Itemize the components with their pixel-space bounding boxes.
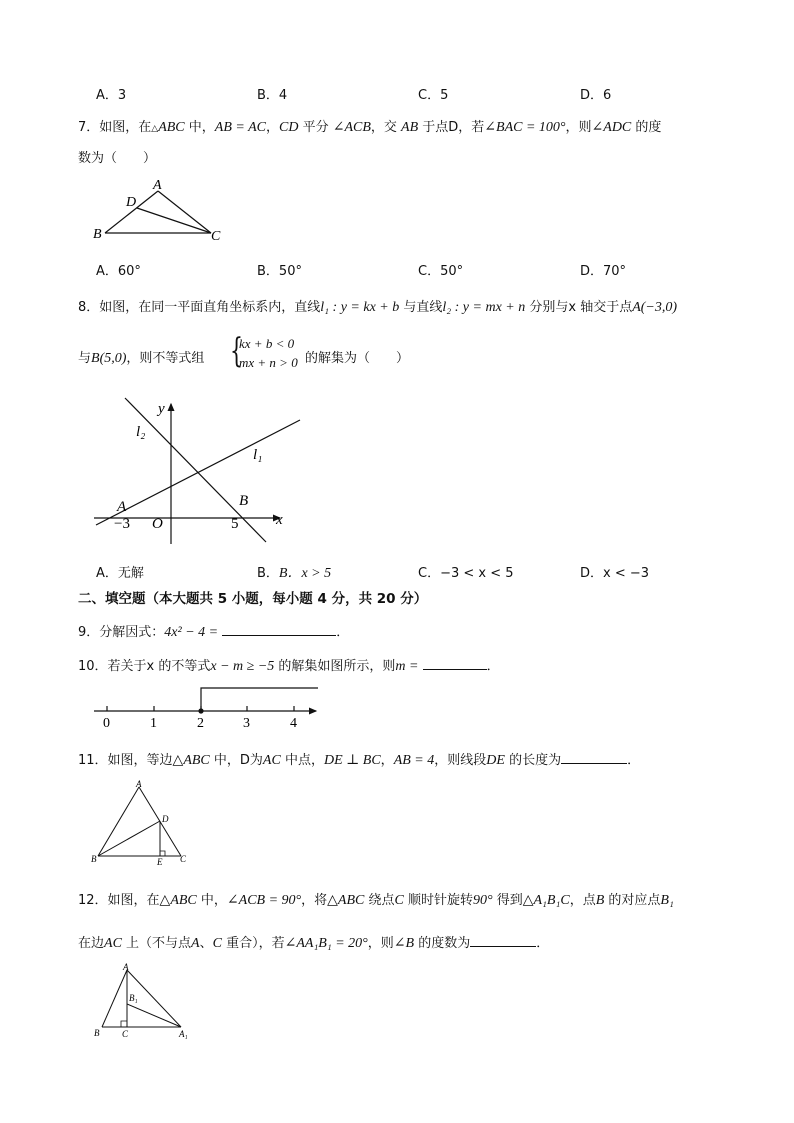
triangle-symbol: △ (151, 124, 159, 134)
q11-text: 中点， (280, 753, 324, 768)
q9-stem (78, 621, 349, 641)
q11-ab-length: AB = 4 (393, 753, 435, 768)
q10-text: 10．若关于x 的不等式 (78, 659, 211, 674)
q12-text: 中， (196, 893, 227, 908)
q11-label-b: B (91, 854, 97, 864)
q10-tick-label-2: 2 (197, 716, 204, 730)
q8-option-b: B．B．x > 5 (257, 566, 332, 581)
q6-option-d: D．6 (580, 88, 612, 103)
q11-de: DE (486, 753, 505, 768)
q12-degrees: 90° (472, 893, 493, 908)
q7-line-ac (158, 191, 211, 233)
q12-point-c: C (212, 936, 222, 951)
q6-option-a: A．3 (96, 88, 127, 103)
q12-answer-blank[interactable] (470, 934, 536, 947)
q10-tick-label-1: 1 (150, 716, 157, 730)
q12-label-b: B (94, 1028, 100, 1038)
q7-line-dc (137, 208, 211, 233)
q7-label-b: B (93, 227, 102, 242)
q8-text: 与直线 (399, 300, 443, 315)
q10-solution-ray (201, 688, 318, 711)
q12-angle-b: ∠B (393, 936, 415, 951)
q12-label-b1: B₁ (129, 993, 138, 1003)
q9-end: ． (336, 625, 350, 640)
q7-option-d: D．70° (580, 264, 627, 279)
q11-stem (78, 749, 640, 769)
q7-stem-line2: 数为（ ） (78, 151, 157, 166)
q12-right-angle-mark (121, 1021, 127, 1027)
q7-triangle-abc: ABC (158, 120, 185, 135)
q12-angle-acb: ∠ACB = 90° (226, 893, 302, 908)
q8-figure (88, 390, 308, 550)
q12-text: 绕点 (364, 893, 395, 908)
q11-label-e: E (157, 857, 163, 867)
q10-m: m = (395, 659, 419, 674)
q12-text: 的度数为 (414, 936, 471, 951)
brace-symbol: { (230, 331, 243, 371)
q7-angle-adc: ∠ADC (591, 120, 632, 135)
q10-inequality: x − m ≥ −5 (210, 659, 275, 674)
q12-text: 的对应点 (604, 893, 661, 908)
q11-triangle: △ABC (172, 753, 210, 768)
q8-label-x: x (276, 512, 283, 528)
q8-line-l2-def: l₂ : y = mx + n (442, 300, 526, 315)
q12-text: 12．如图，在 (78, 893, 160, 908)
q8-label-5: 5 (231, 516, 239, 532)
q7-text: 7．如图，在 (78, 120, 152, 135)
q7-figure (90, 175, 230, 245)
q11-label-a: A (136, 779, 142, 789)
q7-text: ，则 (565, 120, 592, 135)
q12-line-b1a1 (127, 1004, 181, 1027)
q7-text: 平分 (298, 120, 333, 135)
q8-line-l2 (125, 398, 266, 542)
q8-stem-line2-b: 的解集为（ ） (305, 351, 410, 366)
q7-text: ， (265, 120, 279, 135)
q12-figure (88, 960, 198, 1042)
q12-angle-aa1b1: ∠AA₁B₁ = 20° (284, 936, 368, 951)
q8-ineq-1: kx + b < 0 (239, 336, 295, 351)
q12-text: 、 (199, 936, 213, 951)
q8-label-b: B (239, 493, 249, 509)
q10-tick-label-0: 0 (103, 716, 110, 730)
q6-option-c: C．5 (418, 88, 449, 103)
q10-stem (78, 655, 500, 675)
q10-end: ． (486, 659, 500, 674)
q7-label-d: D (126, 195, 137, 210)
q8-option-d: D．x < −3 (580, 566, 650, 581)
q12-text: 重合），若 (221, 936, 285, 951)
q8-label-a: A (117, 499, 127, 515)
q7-ab-eq-ac: AB = AC (214, 120, 266, 135)
q9-answer-blank[interactable] (222, 623, 336, 636)
q8-stem-line1 (78, 296, 677, 316)
q12-point-b1: B₁ (660, 893, 674, 908)
q11-label-d: D (162, 814, 169, 824)
q8-label-l1: l₁ (253, 447, 263, 463)
q9-text: 9．分解因式： (78, 625, 165, 640)
q8-ineq-2: mx + n > 0 (239, 355, 298, 370)
q11-text: 中，D为 (209, 753, 263, 768)
q10-text: 的解集如图所示，则 (274, 659, 396, 674)
q12-label-a1: A₁ (179, 1029, 188, 1039)
q8-label-y: y (158, 401, 165, 417)
q10-tick-label-4: 4 (290, 716, 297, 730)
q12-text: ，则 (367, 936, 394, 951)
q8-text: 与 (78, 351, 92, 366)
q12-label-c: C (122, 1029, 129, 1039)
q11-ac: AC (262, 753, 281, 768)
q12-end: ． (536, 936, 550, 951)
q8-point-b: B(5,0) (91, 351, 127, 366)
q12-point-b: B (595, 893, 605, 908)
q7-text: 中， (184, 120, 215, 135)
q12-text: ，将 (301, 893, 328, 908)
q6-option-b: B．4 (257, 88, 288, 103)
q11-label-c: C (180, 854, 187, 864)
q11-line-bd (98, 821, 160, 856)
q8-point-a: A(−3,0) (632, 300, 678, 315)
q7-ab: AB (401, 120, 419, 135)
q12-text: 上（不与点 (121, 936, 192, 951)
q12-stem-line1 (78, 889, 674, 909)
q12-line-ba (102, 970, 127, 1027)
q10-solid-point (198, 708, 203, 713)
q7-cd: CD (279, 120, 299, 135)
q12-text: 顺时针旋转 (403, 893, 473, 908)
q8-stem-line2-a (78, 347, 204, 367)
q11-figure (88, 778, 198, 868)
q7-angle-acb: ∠ACB (332, 120, 371, 135)
q7-text: 的度 (631, 120, 662, 135)
q12-point-c: C (394, 893, 404, 908)
q7-option-a: A．60° (96, 264, 141, 279)
q8-line-l1-def: l₁ : y = kx + b (320, 300, 400, 315)
q12-triangle: △ABC (327, 893, 365, 908)
q7-stem-line1 (78, 116, 661, 136)
q12-text: 在边 (78, 936, 105, 951)
q12-ac: AC (104, 936, 122, 951)
q8-label-l2: l₂ (136, 424, 146, 440)
q12-label-a: A (123, 962, 129, 972)
q8-text: 8．如图，在同一平面直角坐标系内，直线 (78, 300, 321, 315)
q11-end: ． (627, 753, 641, 768)
q8-option-b-expr: B．x > 5 (278, 566, 332, 581)
q8-label-origin: O (152, 516, 163, 532)
q9-expression: 4x² − 4 = (164, 625, 219, 640)
q11-right-angle-mark (160, 851, 165, 856)
q7-text: ，交 (370, 120, 402, 135)
q11-text: 的长度为 (504, 753, 562, 768)
q8-inequality-system (230, 331, 310, 374)
q12-point-a: A (191, 936, 200, 951)
q11-line-ba (98, 787, 139, 856)
q8-label-neg3: −3 (114, 516, 130, 532)
q10-number-line (90, 680, 325, 730)
q11-text: ，则线段 (434, 753, 487, 768)
q12-text: ，点 (569, 893, 596, 908)
q11-answer-blank[interactable] (561, 751, 627, 764)
q12-stem-line2 (78, 932, 549, 952)
q7-option-c: C．50° (418, 264, 464, 279)
q7-label-c: C (211, 229, 221, 244)
q11-text: 11．如图，等边 (78, 753, 173, 768)
q8-option-c: C．−3 < x < 5 (418, 566, 514, 581)
section-heading-fill-in: 二、填空题（本大题共 5 小题，每小题 4 分，共 20 分） (78, 591, 428, 607)
q7-option-b: B．50° (257, 264, 302, 279)
q12-text: 得到 (492, 893, 523, 908)
q7-text: 于点D，若 (418, 120, 485, 135)
q12-triangle: △ABC (159, 893, 197, 908)
q8-text: 分别与x 轴交于点 (525, 300, 633, 315)
q11-text: ， (380, 753, 394, 768)
q10-answer-blank[interactable] (423, 657, 487, 670)
q8-text: ，则不等式组 (126, 351, 205, 366)
q11-perp: DE ⊥ BC (323, 753, 381, 768)
q8-option-a: A．无解 (96, 566, 144, 581)
q7-label-a: A (153, 178, 162, 193)
q12-triangle-rotated: △A₁B₁C (522, 893, 570, 908)
q10-tick-label-3: 3 (243, 716, 250, 730)
q7-angle-bac: ∠BAC = 100° (484, 120, 566, 135)
